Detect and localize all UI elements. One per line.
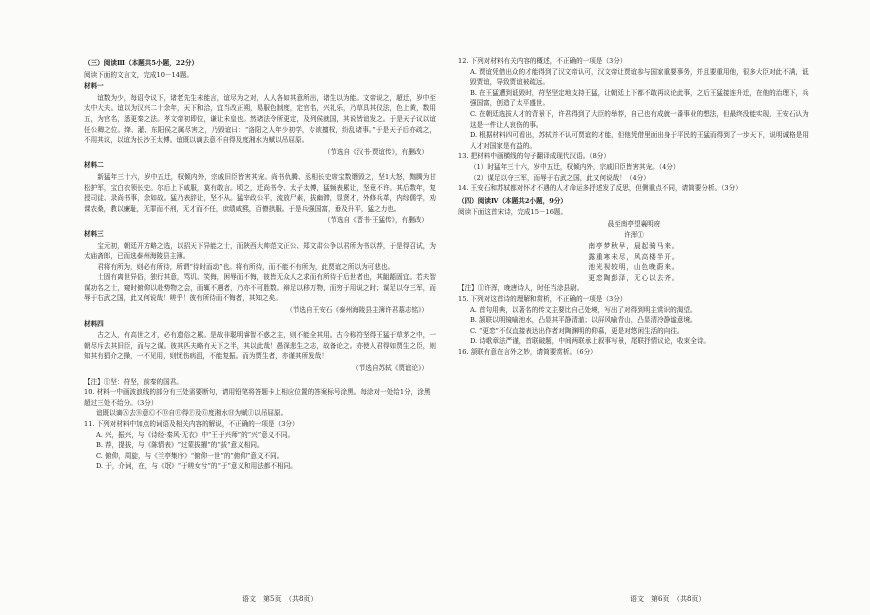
poem-line: 露重寒未尽，风高楼半开。 [588,252,680,261]
poem-line: 南亭梦秋早，晨起骑马来。 [588,242,680,251]
note-right: 【注】①许浑，晚唐诗人，时任当涂县尉。 [458,284,584,293]
question-13-item-1: （1）时猛年三十六，岁中五迁，权倾内外，宗戚旧臣皆害其宠。（4分） [470,162,680,171]
question-12-option-a: A. 贾谊凭借出众的才能得到了汉文帝认可，汉文帝让贾谊参与国家重要事务，并且要重用他，很多大臣对此不满，诋毁贾谊，导致贾谊被疏远。 [470,67,809,87]
question-12: 12. 下列对材料有关内容的概述，不正确的一项是（3分） [458,57,627,65]
right-page [458,56,810,358]
material-2-heading: 材料二 [84,161,104,170]
material-1-heading: 材料一 [84,82,104,91]
question-11-option-b: B. 荐，提拔，与《陈情表》“过蒙拔擢”的“拔”意义相同。 [96,441,264,450]
material-3-source: （节选自王安石《泰州海陵县主簿许君墓志铭》） [286,306,428,315]
section-3-intro: 阅读下面的文言文，完成10－14题。 [84,70,194,79]
question-12-option-d: D. 根据材料四可看出，苏轼并不认可贾谊的才能，但他凭借里面出身于平民的王猛而得到了一步天下，说明诚格是用人才对国家是有益的。 [470,131,809,150]
material-2-text: 新猛年三十六，岁中五迁，权倾内外，宗戚旧臣皆害其宠。尚书仇腾、丞相长史席宝数谮毁之，坚1大怒，黜腾为甘松护军，宝白衣领长史。尔后上下咸服，莫有敢言。顷之，迁尚书令、太子太傅，猛频表累让，坚竟不许。其后数年，复授司徒、录尚书事，余如故。猛乃表辞让，坚不从。猛宰政公平，流放尸素，拔幽滞，显贤才，外修兵革，内综儒学，劝课农桑，教以廉耻，无罪而不刑，无才而不任，庶绩咸熙，百僚拱服。于是兵强国富，垂及升平，猛之力也。 [84,172,436,213]
material-3-heading: 材料三 [84,229,104,238]
page-footer-left: 语文 第5页 （共8页） [242,595,318,603]
material-4-source: （节选自苏轼《贾谊论》） [352,364,428,373]
note-left: 【注】①坚：苻坚，前秦的国君。 [84,377,183,386]
section-4-title: （四）阅读Ⅳ（本题共2小题，9分） [458,196,567,205]
section-4-intro: 阅读下面这首宋诗，完成15－16题。 [458,208,568,217]
question-15-option-c: C. “更恋”不仅直接表达出作者对陶渊明的仰慕，更是对悠闲生活的向往。 [470,326,684,335]
question-15-option-a: A. 首句用典，以著名的传文主要比自己处境，写出了对得到明主赏识的渴望。 [470,305,697,314]
question-10: 10. 材料一中画波浪线的部分有三处需要断句，请用铅笔将答题卡上相应位置的答案标号涂黑。每涂对一处给1分，涂黑超过三处不给分。（3分） [84,388,431,407]
question-10-sentence: 谊既以谪Ⓐ去Ⓑ意Ⓒ不Ⓓ自Ⓔ得Ⓕ及Ⓖ度湘水Ⓗ为赋Ⓘ以吊屈原。 [96,409,288,418]
material-3-text-1: 宝元初，朝廷开方略之选，以招天下异能之士，而陕西大帅范文正公、郑文肃公争以君所为书以荐，于是得召试，为太庙斋郎，已而选泰州海陵县主簿。 [84,241,436,261]
material-4-text: 古之人，有高世之才，必有遗俗之累。是故非聪明睿智不惑之主，则不能全其用。古今称符坚得王猛于草茅之中，一朝尽斥去其旧臣，而与之谋。彼其匹夫略有天下之半，其以此哉！愚深悲生之志，故备论之。亦使人君得如贾生之臣，则知其有狷介之操，一不见用，则忧伤病沮，不能复振。而为贾生者，亦谨其所发哉！ [84,331,436,361]
page-footer-right: 语文 第6页 （共8页） [630,595,706,603]
material-1-source: （节选自《汉书·贾谊传》，有删改） [323,147,428,156]
question-15: 15. 下列对这首诗的理解和赏析，不正确的一项是（3分） [458,295,627,304]
material-1-text: 谊数为少，每诏令议下，诸老先生未能言，谊尽为之对，人人各如其意所出，诸生以为能。文帝说之，超迁，岁中至太中大夫。谊以为汉兴二十余年，天下和洽，宜当改正朔，易服色制度，定官名，兴礼乐，乃草具其仪法，色上黄，数用五，为官名，悉更秦之法。孝文帝初即位，谦让未皇也。然诸法令所更定，及列侯就国，其说皆谊发之。于是天子议以谊任公卿之位。绛、灌、东阳侯之属尽害之，乃毁谊曰：“洛阳之人年少初学，专欲擅权，纷乱诸事。”于是天子后亦疏之，不用其议，以谊为长沙王太傅。谊既以谪去意不自得及度湘水为赋以吊屈原。 [84,93,436,145]
question-14: 14. 王安石和苏轼都对怀才不遇的人才命运多抒述发了反思，但侧重点不同，请简要分析。（3分） [458,184,742,193]
question-11: 11. 下列对材料中加点的词语及相关内容的解说，不正确的一项是（3分） [84,420,299,428]
poem-title: 晨至南亭望襄明府 [607,219,661,228]
material-3-text-3: 士固有离世异俗，独行其意，骂讥、笑侮，困辱而不悔，彼皆无众人之求而有所待于后世者也，其龃龉固宜。若夫智谋功名之士，窥时俯仰以赴势物之会，而辄不遇者，乃亦不可胜数。辩足以移万物，而穷于用说之时；谋足以夺三军，而辱于右武之国，此又何说哉！嗟乎！彼有所待而不悔者，其知之矣。 [84,273,436,303]
material-3-text-2: 君将有所为，则必有所待，所谓“待时而动”也。将有所待，而不能不有所为，此贾谊之所以为可悲也。 [97,262,395,271]
poem-line: 更恋陶彭泽，无心以去齐。 [588,273,680,282]
question-12-option-b: B. 在王猛遭到诋毁时，苻坚坚定地支持王猛，让朝廷上下都不敢再议论此事，之后王猛接连升迁，在他的治理下，兵强国富，创造了太平盛世。 [470,88,809,108]
question-12-option-c: C. 在朝廷选拔人才的背景下，许君得到了大臣的举荐，自己也有成就一番事业的想法，但最终没能实现，王安石认为这是一件让人哀伤的事。 [470,109,809,129]
question-16: 16. 颔联有意在言外之妙，请简要赏析。（6分） [458,348,597,357]
poem-line: 池光视较明，山色晚蔚来。 [588,263,680,272]
section-3-title: （三）阅读Ⅲ（本题共5小题，22分） [84,59,199,67]
poem-author: 许浑① [624,230,644,239]
question-11-option-c: C. 俯仰，周旋，与《兰亭集序》“俯仰一世”的“俯仰”意义不同。 [96,451,284,460]
question-15-option-d: D. 诗歌章法严谨，首联破题，中间两联承上叙事写景，尾联抒情议论，收束全诗。 [470,337,711,346]
question-15-option-b: B. 颔联以明镜喻池水，凸显其平静清澈；以屏风喻青山，凸显清冷静谧意境。 [470,316,697,325]
material-2-source: （节选自《晋书·王猛传》，有删改） [323,216,428,225]
question-11-option-a: A. 兴，振兴，与《诗经·秦风·无衣》中“王于兴师”的“兴”意义不同。 [96,430,295,439]
question-13-item-2: （2）谋足以夺三军，而辱于右武之国，此又何说哉！（4分） [470,173,650,182]
material-4-heading: 材料四 [84,319,104,328]
left-page [84,56,436,472]
question-13: 13. 把材料中画横线的句子翻译成现代汉语。（8分） [458,152,610,161]
question-11-option-d: D. 于，介词，在，与《氓》“于嗟女兮”的“于”意义和用法都不相同。 [96,462,297,471]
